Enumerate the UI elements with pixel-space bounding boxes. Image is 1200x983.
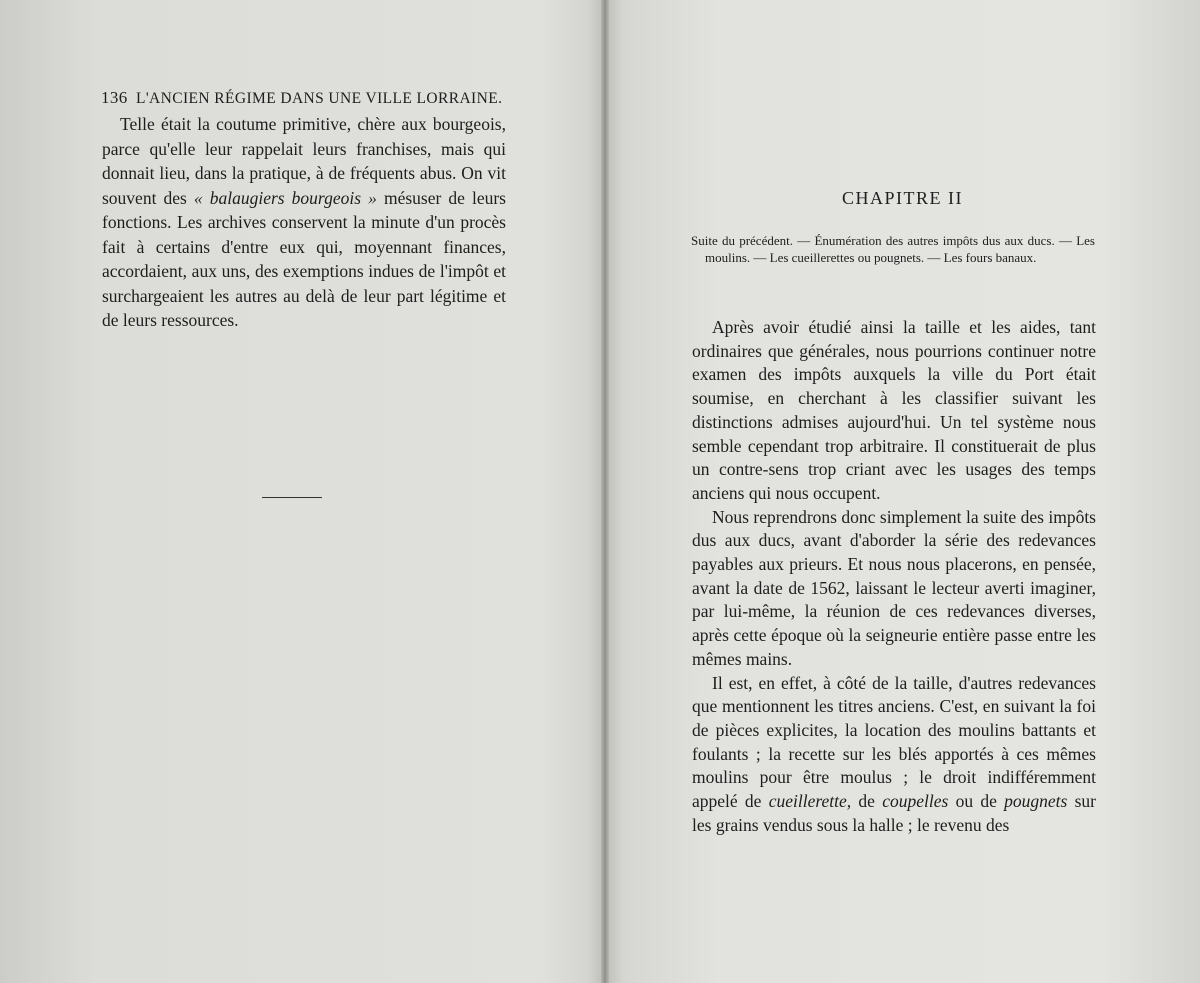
paragraph-text: sur les grains vendus sous la halle ; le revenu des (692, 791, 1096, 835)
italic-term: cueillerette, (768, 791, 852, 812)
paragraph-text: Telle était la coutume primitive, chère aux bourgeois, parce qu'elle leur rappelait leurs franchises, mais qui donnait lieu, dans la pratique, à de fréquents abus. On vit souvent des (102, 114, 506, 208)
italic-phrase: « balaugiers bourgeois » (193, 187, 377, 208)
summary-text: Suite du précédent. — Énumération des autres impôts dus aux ducs. — Les moulins. — Les cueillerettes ou pougnets. — Les fours banaux. (691, 233, 1095, 265)
paragraph-text: de (851, 791, 883, 812)
paragraph-text: ou de (948, 791, 1005, 812)
left-body-text (102, 112, 506, 333)
paragraph: Nous reprendrons donc simplement la suite des impôts dus aux ducs, avant d'aborder la série des redevances payables aux prieurs. Et nous nous placerons, en pensée, avant la date de 1562, laissant le lecteur averti imaginer, par lui-même, la réunion de ces redevances diverses, après cette époque où la seigneurie entière passe entre les mêmes mains. (692, 506, 1096, 669)
page-number: 136 (101, 88, 128, 107)
right-body-text (692, 316, 1096, 837)
right-page (612, 0, 1200, 983)
chapter-summary (691, 232, 1095, 266)
italic-term: pougnets (1004, 791, 1068, 812)
paragraph-text: Il est, en effet, à côté de la taille, d'autres redevances que mentionnent les titres anciens. C'est, en suivant la foi de pièces explicites, la location des moulins battants et foulants ; la recette sur les blés apportés à ces mêmes moulins pour être moulus ; le droit indifféremment appelé de (692, 672, 1096, 812)
section-end-rule (262, 497, 322, 498)
italic-term: coupelles (882, 791, 949, 812)
running-head-title: L'ANCIEN RÉGIME DANS UNE VILLE LORRAINE. (135, 90, 503, 107)
paragraph (692, 672, 1096, 838)
running-head (101, 88, 511, 108)
paragraph-text: mésuser de leurs fonctions. Les archives conservent la minute d'un procès fait à certains d'entre eux qui, moyennant finances, accordaient, aux uns, des exemptions indues de l'impôt et surchargeaient les autres au delà de leur part légitime et de leurs ressources. (102, 187, 506, 330)
book-gutter (601, 0, 609, 983)
paragraph (102, 112, 506, 333)
paragraph: Après avoir étudié ainsi la taille et les aides, tant ordinaires que générales, nous pourrions continuer notre examen des impôts auxquels la ville du Port était soumise, en cherchant à les classifier suivant les distinctions admises aujourd'hui. Un tel système nous semble cependant trop arbitraire. Il constituerait de plus un contre-sens trop criant avec les usages des temps anciens qui nous occupent. (692, 317, 1096, 503)
chapter-title: CHAPITRE II (842, 188, 963, 208)
